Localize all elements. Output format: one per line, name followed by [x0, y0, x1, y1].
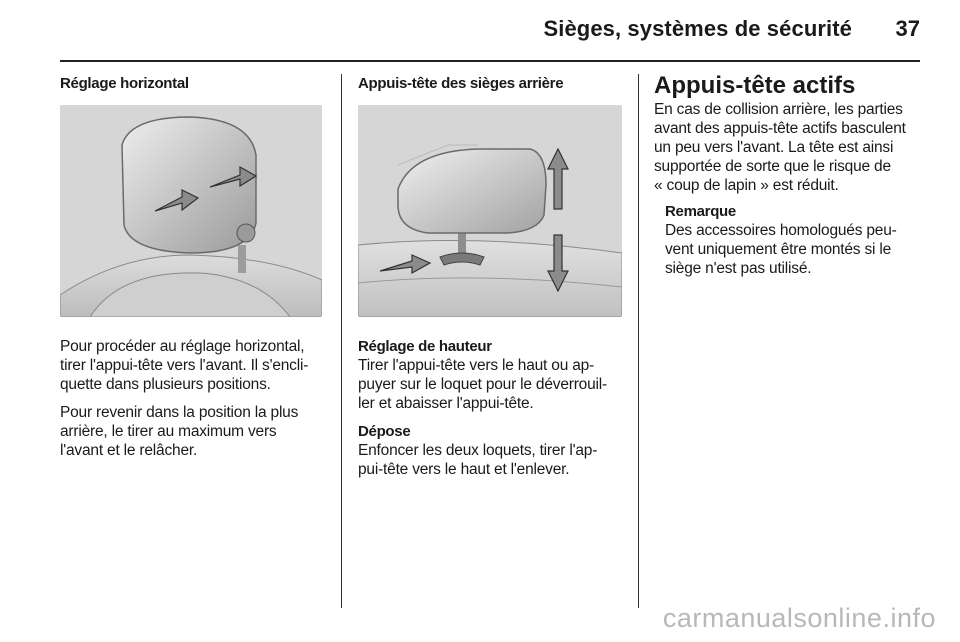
note-line-3: siège n'est pas utilisé.	[665, 260, 812, 277]
heading-removal: Dépose	[358, 423, 411, 440]
active-line-4: supportée de sorte que le risque de	[654, 158, 891, 175]
note-block	[665, 202, 924, 278]
page-number: 37	[895, 16, 920, 41]
note-line-2: vent uniquement être montés si le	[665, 241, 892, 258]
watermark: carmanualsonline.info	[662, 603, 936, 633]
section-title: Sièges, systèmes de sécurité	[543, 16, 852, 41]
note-line-1: Des accessoires homologués peu-	[665, 222, 897, 239]
active-line-5: « coup de lapin » est réduit.	[654, 177, 839, 194]
height-line-2: puyer sur le loquet pour le déverrouil-	[358, 376, 607, 393]
rear-headrest-illustration	[358, 105, 622, 317]
column-rear-headrests	[358, 74, 626, 479]
active-line-1: En cas de collision arrière, les parties	[654, 101, 903, 118]
page-header	[0, 0, 960, 62]
active-line-2: avant des appuis-tête actifs basculent	[654, 120, 906, 137]
active-line-3: un peu vers l'avant. La tête est ainsi	[654, 139, 894, 156]
header-divider	[60, 60, 920, 62]
heading-horizontal-adjustment: Réglage horizontal	[60, 75, 189, 92]
horizontal-line-3: quette dans plusieurs positions.	[60, 376, 271, 393]
column-divider-1	[341, 74, 342, 608]
return-line-3: l'avant et le relâcher.	[60, 442, 198, 459]
note-heading: Remarque	[665, 203, 736, 220]
heading-rear-headrests: Appuis-tête des sièges arrière	[358, 75, 564, 92]
return-line-1: Pour revenir dans la position la plus	[60, 404, 299, 421]
height-line-1: Tirer l'appui-tête vers le haut ou ap-	[358, 357, 595, 374]
return-line-2: arrière, le tirer au maximum vers	[60, 423, 277, 440]
heading-height-adjustment: Réglage de hauteur	[358, 338, 492, 355]
column-active-headrests	[654, 72, 924, 278]
headrest-horizontal-illustration	[60, 105, 322, 317]
column-divider-2	[638, 74, 639, 608]
height-line-3: ler et abaisser l'appui-tête.	[358, 395, 534, 412]
column-horizontal-adjustment	[60, 74, 330, 460]
horizontal-line-2: tirer l'appui-tête vers l'avant. Il s'encli-	[60, 357, 309, 374]
removal-line-1: Enfoncer les deux loquets, tirer l'ap-	[358, 442, 598, 459]
horizontal-line-1: Pour procéder au réglage horizontal,	[60, 338, 305, 355]
removal-line-2: pui-tête vers le haut et l'enlever.	[358, 461, 570, 478]
heading-active-headrests: Appuis-tête actifs	[654, 72, 856, 99]
